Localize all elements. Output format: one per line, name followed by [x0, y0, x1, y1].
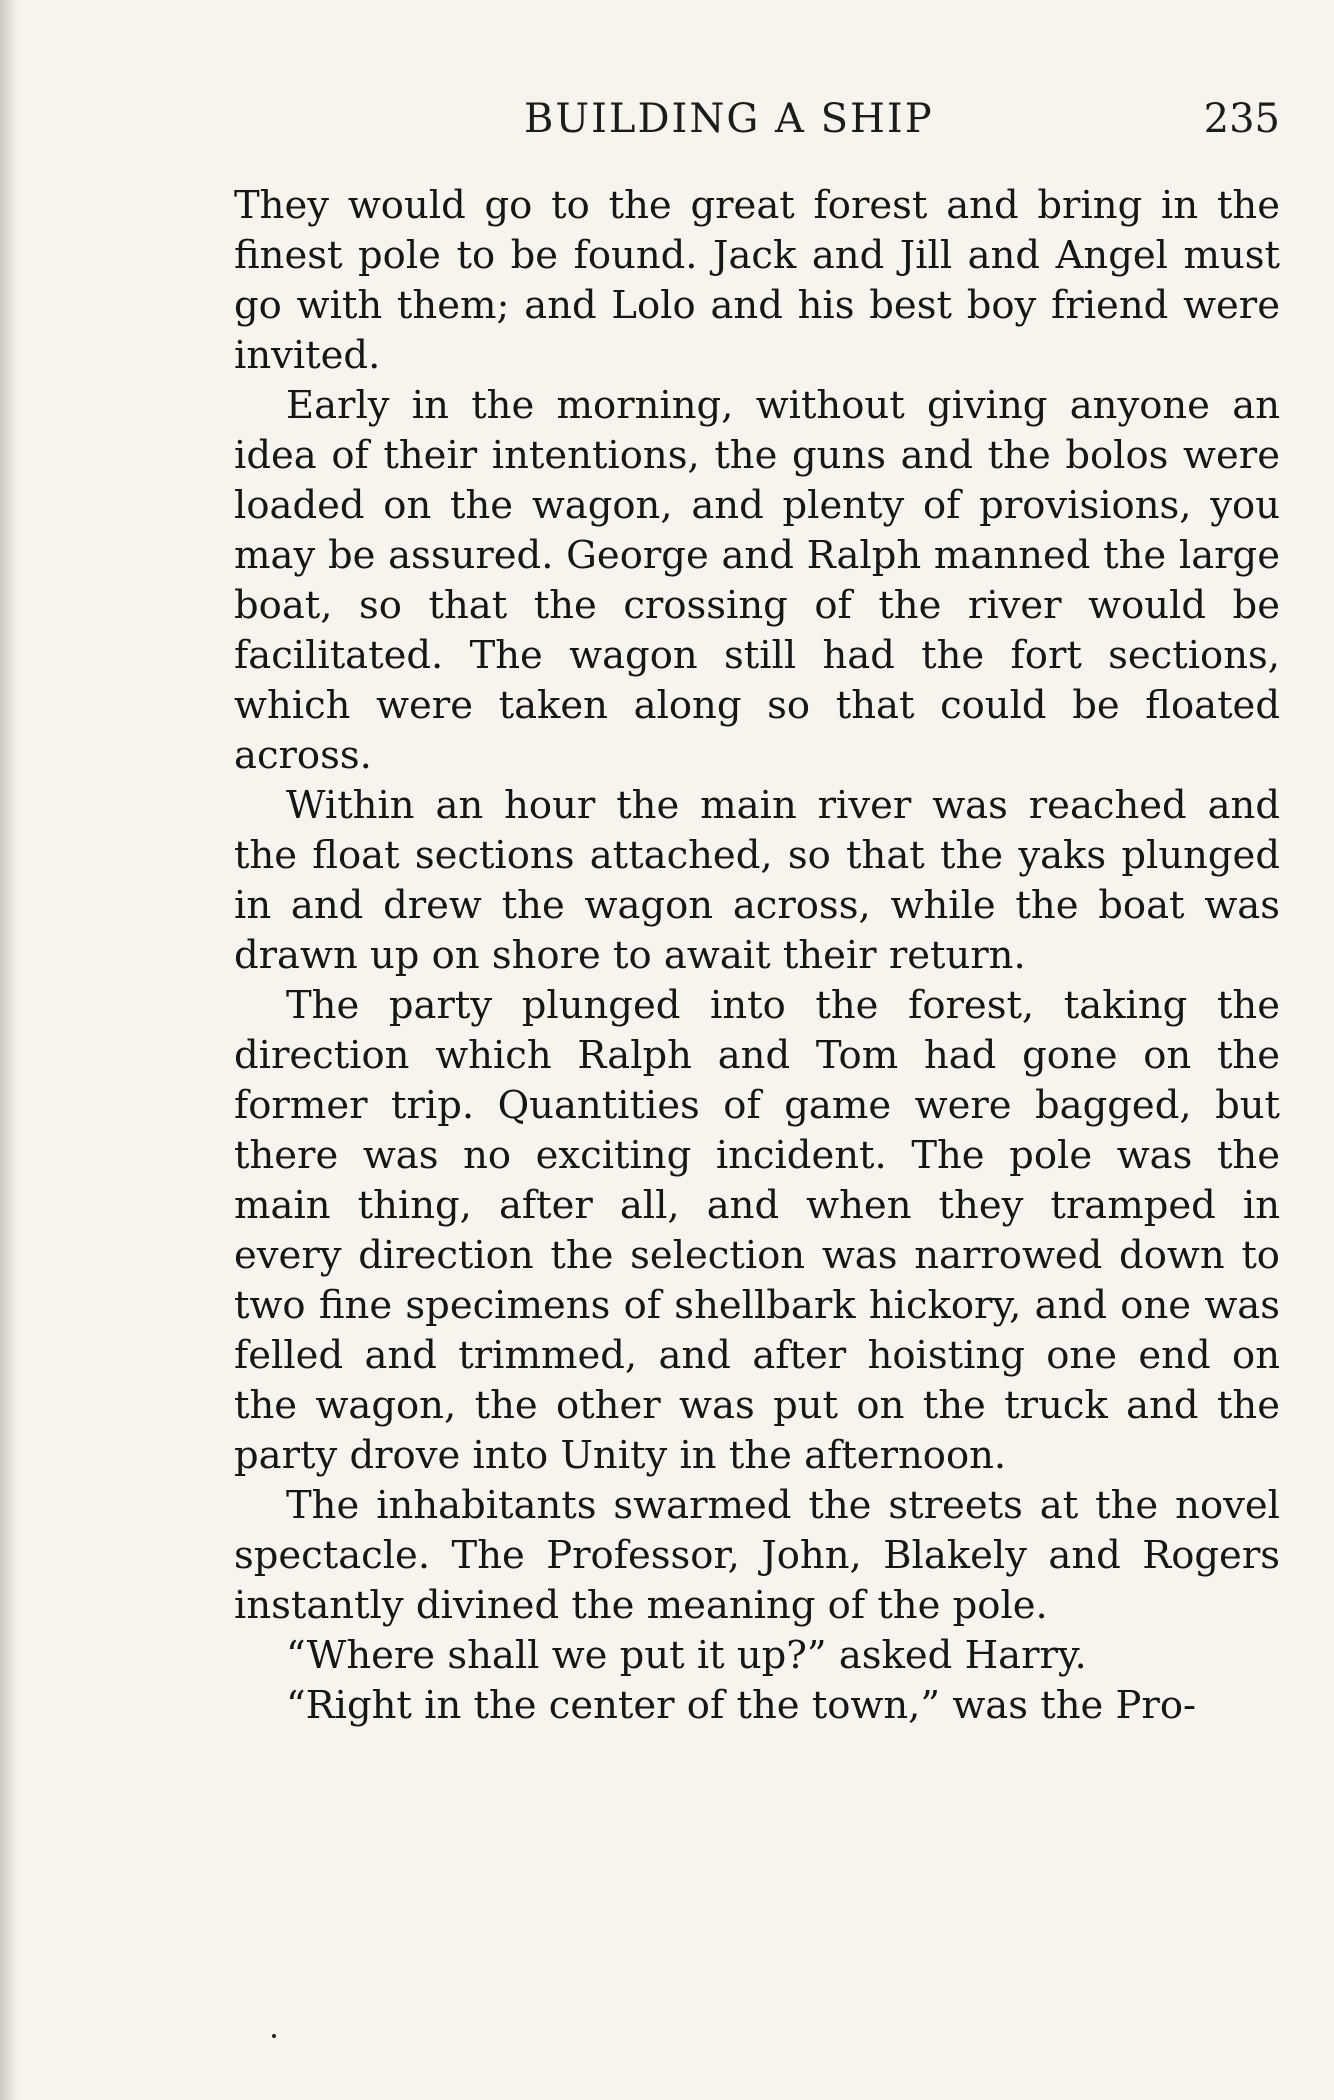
page-number: 235 — [1203, 96, 1280, 142]
paragraph-7: “Right in the center of the town,” was the Pro- — [286, 1683, 1197, 1728]
paragraph-1: They would go to the great forest and bring in the finest pole to be found. Jack and Jill and Angel must go with them; and Lolo and his best boy friend were invited. — [234, 183, 1280, 378]
paragraph-4: The party plunged into the forest, taking the direction which Ralph and Tom had gone on the former trip. Quantities of game were bagged, but there was no exciting incident. The pole was the main thing, after all, and when they tramped in every direction the selection was narrowed down to two fine specimens of shellbark hickory, and one was felled and trimmed, and after hoisting one end on the wagon, the other was put on the truck and the party drove into Unity in the afternoon. — [234, 983, 1280, 1478]
running-head — [234, 96, 1280, 156]
running-title: BUILDING A SHIP — [524, 96, 934, 142]
paragraph-6: “Where shall we put it up?” asked Harry. — [286, 1633, 1087, 1678]
ink-speck — [272, 2034, 276, 2038]
paragraph-3: Within an hour the main river was reached and the float sections attached, so that the yaks plunged in and drew the wagon across, while the boat was drawn up on shore to await their return. — [234, 783, 1280, 978]
spine-shadow — [0, 0, 18, 2100]
body-text — [234, 181, 1280, 1731]
paragraph-2: Early in the morning, without giving anyone an idea of their intentions, the guns and the bolos were loaded on the wagon, and plenty of provisions, you may be assured. George and Ralph manned the large boat, so that the crossing of the river would be facilitated. The wagon still had the fort sections, which were taken along so that could be floated across. — [234, 383, 1280, 778]
paragraph-5: The inhabitants swarmed the streets at the novel spectacle. The Professor, John, Blakely and Rogers instantly divined the meaning of the pole. — [234, 1483, 1280, 1628]
